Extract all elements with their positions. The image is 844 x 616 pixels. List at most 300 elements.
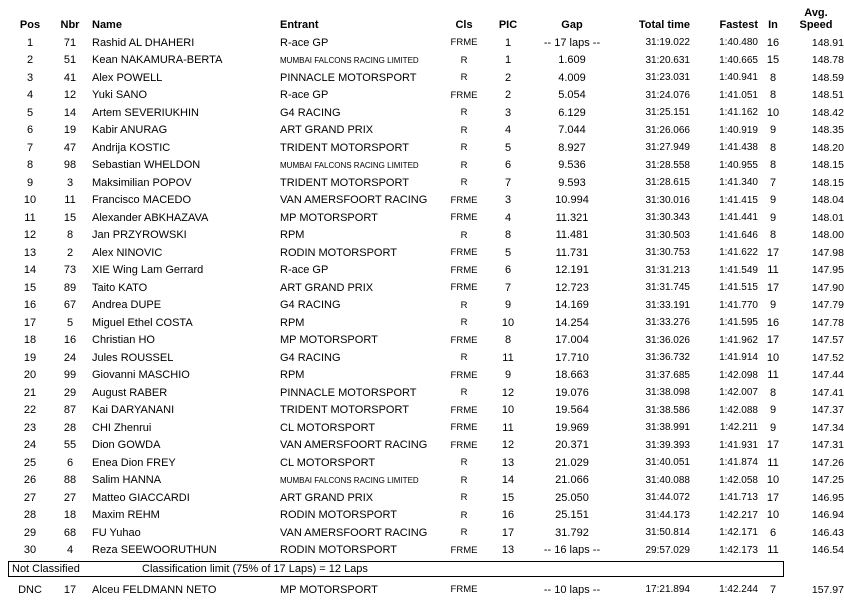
result-pos: 14	[23, 264, 37, 277]
result-in: 9	[769, 421, 777, 434]
result-name: Matteo GIACCARDI	[92, 491, 190, 504]
result-pos: 26	[23, 474, 37, 487]
result-avg-speed: 147.44	[811, 369, 844, 382]
result-name: XIE Wing Lam Gerrard	[92, 264, 204, 277]
result-entrant: R-ace GP	[280, 264, 329, 277]
result-name: CHI Zhenrui	[92, 421, 152, 434]
result-cls: R	[460, 229, 468, 241]
result-pos: 29	[23, 526, 37, 539]
result-cls: R	[460, 159, 468, 171]
result-avg-speed: 148.78	[811, 54, 844, 67]
result-in: 17	[766, 281, 780, 294]
result-pic: 3	[504, 194, 512, 207]
result-total-time: 31:24.076	[645, 89, 690, 101]
result-entrant: RPM	[280, 229, 305, 242]
result-fastest: 1:41.441	[719, 212, 758, 224]
result-avg-speed: 148.20	[811, 141, 844, 154]
header-avg-speed-line1: Avg.	[804, 7, 828, 19]
result-total-time: 29:57.029	[645, 544, 690, 556]
result-in: 16	[766, 316, 780, 329]
result-pic: 8	[504, 334, 512, 347]
result-fastest: 1:41.962	[719, 334, 758, 346]
result-gap: 4.009	[558, 71, 586, 84]
result-entrant: G4 RACING	[280, 351, 341, 364]
result-cls: R	[460, 352, 468, 364]
result-name: Christian HO	[92, 334, 155, 347]
result-fastest: 1:41.438	[719, 142, 758, 154]
result-cls: R	[460, 492, 468, 504]
result-fastest: 1:42.211	[719, 422, 758, 434]
result-entrant: VAN AMERSFOORT RACING	[280, 194, 428, 207]
result-nbr: 71	[63, 36, 77, 49]
result-nbr: 18	[63, 509, 77, 522]
result-name: Alex NINOVIC	[92, 246, 163, 259]
result-total-time: 31:30.016	[645, 194, 690, 206]
result-nbr: 98	[63, 159, 77, 172]
result-total-time: 31:31.745	[645, 282, 690, 294]
result-pos: 11	[24, 211, 36, 224]
result-pos: 8	[26, 159, 34, 172]
result-pos: 7	[26, 141, 34, 154]
header-pic: PIC	[498, 19, 518, 31]
result-cls: FRME	[450, 282, 478, 294]
result-in: 11	[767, 544, 779, 557]
table-row	[8, 174, 844, 192]
result-in: 9	[769, 124, 777, 137]
result-fastest: 1:40.941	[719, 72, 758, 84]
result-fastest: 1:41.415	[719, 194, 758, 206]
result-in: 15	[766, 54, 780, 67]
result-pic: 9	[504, 299, 512, 312]
result-name: Enea Dion FREY	[92, 456, 176, 469]
result-entrant: TRIDENT MOTORSPORT	[280, 176, 409, 189]
result-total-time: 31:38.991	[645, 422, 690, 434]
result-name: August RABER	[92, 386, 168, 399]
result-entrant: VAN AMERSFOORT RACING	[280, 439, 428, 452]
table-row	[8, 332, 844, 350]
table-row	[8, 314, 844, 332]
header-fastest: Fastest	[719, 19, 758, 31]
result-fastest: 1:40.480	[719, 37, 758, 49]
table-row	[8, 349, 844, 367]
header-total-time: Total time	[638, 19, 690, 31]
result-cls: R	[460, 72, 468, 84]
result-avg-speed: 148.35	[811, 124, 844, 137]
result-name: FU Yuhao	[92, 526, 141, 539]
result-nbr: 28	[63, 421, 77, 434]
dnc-total-time: 17:21.894	[645, 584, 690, 596]
result-gap: 10.994	[555, 194, 589, 207]
result-total-time: 31:44.173	[645, 509, 690, 521]
result-pos: 30	[23, 544, 37, 557]
result-gap: 19.076	[555, 386, 589, 399]
result-gap: 11.731	[555, 246, 589, 259]
result-fastest: 1:41.051	[719, 89, 758, 101]
result-nbr: 4	[66, 544, 74, 557]
table-row	[8, 472, 844, 490]
result-nbr: 88	[63, 474, 77, 487]
result-pic: 12	[501, 386, 515, 399]
result-total-time: 31:36.026	[645, 334, 690, 346]
result-nbr: 8	[66, 229, 74, 242]
result-fastest: 1:42.058	[719, 474, 758, 486]
table-row	[8, 139, 844, 157]
table-row	[8, 489, 844, 507]
result-pic: 2	[504, 89, 512, 102]
classification-limit-text: Classification limit (75% of 17 Laps) = 12 Laps	[142, 563, 368, 575]
result-name: Kean NAKAMURA-BERTA	[92, 54, 223, 67]
header-cls: Cls	[455, 19, 473, 31]
result-gap: 20.371	[555, 439, 589, 452]
result-avg-speed: 148.00	[811, 229, 844, 242]
dnc-row	[8, 581, 844, 599]
result-nbr: 87	[63, 404, 77, 417]
result-in: 9	[769, 194, 777, 207]
result-fastest: 1:41.162	[719, 107, 758, 119]
header-avg-speed	[788, 7, 844, 31]
result-cls: R	[460, 474, 468, 486]
result-pos: 27	[23, 491, 37, 504]
result-entrant: ART GRAND PRIX	[280, 281, 374, 294]
result-in: 17	[766, 491, 780, 504]
result-nbr: 67	[63, 299, 77, 312]
result-gap: 21.066	[555, 474, 589, 487]
result-name: Yuki SANO	[92, 89, 148, 102]
result-pic: 4	[504, 124, 512, 137]
result-avg-speed: 147.79	[811, 299, 844, 312]
result-nbr: 2	[66, 246, 74, 259]
result-avg-speed: 148.51	[811, 89, 844, 102]
not-classified-label: Not Classified	[12, 563, 80, 575]
table-row	[8, 542, 844, 560]
result-avg-speed: 146.54	[811, 544, 844, 557]
result-in: 8	[769, 71, 777, 84]
dnc-in: 7	[769, 583, 777, 596]
result-pos: 5	[26, 106, 34, 119]
result-total-time: 31:30.343	[645, 212, 690, 224]
table-row	[8, 507, 844, 525]
result-name: Salim HANNA	[92, 474, 162, 487]
table-row	[8, 192, 844, 210]
result-gap: 7.044	[558, 124, 586, 137]
table-row	[8, 437, 844, 455]
result-nbr: 3	[66, 176, 74, 189]
header-entrant: Entrant	[280, 19, 319, 31]
dnc-avg-speed: 157.97	[811, 583, 844, 596]
result-pos: 10	[23, 194, 37, 207]
result-nbr: 41	[63, 71, 77, 84]
table-row	[8, 34, 844, 52]
result-gap: 8.927	[558, 141, 586, 154]
result-pos: 18	[23, 334, 37, 347]
results-table-body	[0, 34, 844, 559]
result-name: Jules ROUSSEL	[92, 351, 174, 364]
result-gap: 12.191	[555, 264, 589, 277]
result-gap: 12.723	[555, 281, 589, 294]
result-in: 8	[769, 229, 777, 242]
result-nbr: 24	[63, 351, 77, 364]
result-pic: 5	[504, 141, 512, 154]
result-pic: 6	[504, 159, 512, 172]
result-cls: R	[460, 107, 468, 119]
table-row	[8, 157, 844, 175]
result-in: 9	[769, 404, 777, 417]
result-gap: 19.969	[555, 421, 589, 434]
table-row	[8, 279, 844, 297]
result-nbr: 51	[63, 54, 77, 67]
result-entrant: VAN AMERSFOORT RACING	[280, 526, 428, 539]
result-in: 16	[766, 36, 780, 49]
result-in: 9	[769, 299, 777, 312]
result-fastest: 1:41.595	[719, 317, 758, 329]
result-pos: 13	[23, 246, 37, 259]
result-nbr: 55	[63, 439, 77, 452]
result-gap: 17.004	[555, 334, 589, 347]
table-row	[8, 262, 844, 280]
result-avg-speed: 146.43	[811, 526, 844, 539]
result-fastest: 1:42.088	[719, 404, 758, 416]
result-total-time: 31:20.631	[645, 54, 690, 66]
result-fastest: 1:41.515	[719, 282, 758, 294]
result-nbr: 15	[63, 211, 77, 224]
result-avg-speed: 148.91	[811, 36, 844, 49]
result-gap: 9.593	[558, 176, 586, 189]
result-cls: FRME	[450, 334, 478, 346]
header-nbr: Nbr	[60, 19, 80, 31]
result-avg-speed: 148.15	[811, 159, 844, 172]
result-nbr: 5	[66, 316, 74, 329]
result-cls: R	[460, 387, 468, 399]
result-name: Jan PRZYROWSKI	[92, 229, 187, 242]
result-cls: FRME	[450, 404, 478, 416]
result-name: Miguel Ethel COSTA	[92, 316, 193, 329]
result-pos: 24	[23, 439, 37, 452]
result-name: Andrija KOSTIC	[92, 141, 171, 154]
result-pic: 9	[504, 369, 512, 382]
result-avg-speed: 147.78	[811, 316, 844, 329]
result-total-time: 31:39.393	[645, 439, 690, 451]
result-in: 10	[766, 474, 780, 487]
result-entrant: R-ace GP	[280, 36, 329, 49]
result-name: Kabir ANURAG	[92, 124, 168, 137]
table-header	[8, 0, 833, 34]
result-avg-speed: 148.15	[811, 176, 844, 189]
result-entrant: G4 RACING	[280, 106, 341, 119]
result-entrant: RPM	[280, 316, 305, 329]
result-fastest: 1:41.874	[719, 457, 758, 469]
result-pic: 15	[501, 491, 515, 504]
result-pos: 21	[23, 386, 37, 399]
result-in: 11	[767, 264, 779, 277]
result-entrant: TRIDENT MOTORSPORT	[280, 404, 409, 417]
dnc-entrant: MP MOTORSPORT	[280, 583, 378, 596]
result-pic: 4	[504, 211, 512, 224]
result-gap: 6.129	[558, 106, 586, 119]
result-avg-speed: 148.01	[811, 211, 844, 224]
result-pos: 6	[26, 124, 34, 137]
result-nbr: 99	[63, 369, 77, 382]
result-name: Reza SEEWOORUTHUN	[92, 544, 217, 557]
result-fastest: 1:41.770	[719, 299, 758, 311]
result-pos: 2	[26, 54, 34, 67]
result-in: 8	[769, 141, 777, 154]
result-total-time: 31:50.814	[645, 527, 690, 539]
result-gap: 11.321	[555, 211, 589, 224]
result-nbr: 14	[63, 106, 77, 119]
result-in: 11	[767, 456, 779, 469]
result-total-time: 31:40.088	[645, 474, 690, 486]
result-in: 11	[767, 369, 779, 382]
result-fastest: 1:42.007	[719, 387, 758, 399]
table-row	[8, 87, 844, 105]
result-cls: R	[460, 124, 468, 136]
result-fastest: 1:42.171	[719, 527, 758, 539]
result-gap: 25.050	[555, 491, 589, 504]
result-total-time: 31:44.072	[645, 492, 690, 504]
result-gap: 18.663	[555, 369, 589, 382]
table-row	[8, 402, 844, 420]
result-in: 8	[769, 386, 777, 399]
result-pic: 11	[502, 421, 514, 434]
result-total-time: 31:19.022	[645, 37, 690, 49]
result-nbr: 27	[63, 491, 77, 504]
result-fastest: 1:41.340	[719, 177, 758, 189]
result-fastest: 1:42.098	[719, 369, 758, 381]
result-avg-speed: 146.94	[811, 509, 844, 522]
result-cls: R	[460, 54, 468, 66]
result-pic: 2	[504, 71, 512, 84]
result-total-time: 31:36.732	[645, 352, 690, 364]
result-name: Alex POWELL	[92, 71, 163, 84]
header-gap: Gap	[561, 19, 583, 31]
result-total-time: 31:26.066	[645, 124, 690, 136]
result-total-time: 31:30.503	[645, 229, 690, 241]
table-row	[8, 227, 844, 245]
result-cls: FRME	[450, 369, 478, 381]
result-avg-speed: 148.04	[811, 194, 844, 207]
result-avg-speed: 148.42	[811, 106, 844, 119]
result-fastest: 1:41.713	[719, 492, 758, 504]
result-nbr: 29	[63, 386, 77, 399]
result-name: Dion GOWDA	[92, 439, 161, 452]
result-pos: 20	[23, 369, 37, 382]
result-gap: 9.536	[558, 159, 586, 172]
result-total-time: 31:28.615	[645, 177, 690, 189]
result-in: 10	[766, 106, 780, 119]
result-in: 10	[766, 351, 780, 364]
result-total-time: 31:40.051	[645, 457, 690, 469]
result-entrant: CL MOTORSPORT	[280, 421, 376, 434]
result-name: Maxim REHM	[92, 509, 160, 522]
result-name: Sebastian WHELDON	[92, 159, 201, 172]
result-fastest: 1:41.646	[719, 229, 758, 241]
result-gap: 19.564	[555, 404, 589, 417]
result-pos: 12	[23, 229, 37, 242]
dnc-cls: FRME	[450, 584, 478, 596]
result-pos: 23	[23, 421, 37, 434]
result-total-time: 31:30.753	[645, 247, 690, 259]
result-total-time: 31:28.558	[645, 159, 690, 171]
table-row	[8, 52, 844, 70]
dnc-gap: -- 10 laps --	[543, 583, 601, 596]
result-cls: R	[460, 142, 468, 154]
result-pic: 5	[504, 246, 512, 259]
table-row	[8, 524, 844, 542]
result-avg-speed: 146.95	[811, 491, 844, 504]
result-in: 17	[766, 439, 780, 452]
result-in: 8	[769, 89, 777, 102]
result-entrant: MUMBAI FALCONS RACING LIMITED	[280, 55, 419, 65]
result-pos: 28	[23, 509, 37, 522]
result-avg-speed: 147.57	[811, 334, 844, 347]
result-fastest: 1:42.173	[719, 544, 758, 556]
result-nbr: 16	[63, 334, 77, 347]
result-gap: 17.710	[555, 351, 589, 364]
result-total-time: 31:31.213	[645, 264, 690, 276]
result-avg-speed: 147.26	[811, 456, 844, 469]
result-avg-speed: 147.41	[811, 386, 844, 399]
result-cls: FRME	[450, 89, 478, 101]
result-nbr: 89	[63, 281, 77, 294]
result-total-time: 31:23.031	[645, 72, 690, 84]
header-name: Name	[92, 19, 122, 31]
result-pos: 17	[23, 316, 37, 329]
result-avg-speed: 147.95	[811, 264, 844, 277]
result-pic: 10	[501, 316, 515, 329]
result-fastest: 1:42.217	[719, 509, 758, 521]
result-cls: FRME	[450, 422, 478, 434]
not-classified-bar	[8, 561, 784, 577]
result-in: 9	[769, 211, 777, 224]
result-cls: FRME	[450, 264, 478, 276]
result-pic: 13	[501, 544, 515, 557]
result-avg-speed: 147.52	[811, 351, 844, 364]
table-row	[8, 419, 844, 437]
dnc-name: Alceu FELDMANN NETO	[92, 583, 217, 596]
result-entrant: R-ace GP	[280, 89, 329, 102]
result-pos: 9	[26, 176, 34, 189]
result-pic: 1	[504, 36, 512, 49]
result-in: 8	[769, 159, 777, 172]
result-gap: 21.029	[555, 456, 589, 469]
result-avg-speed: 147.37	[811, 404, 844, 417]
result-total-time: 31:38.098	[645, 387, 690, 399]
result-pic: 1	[504, 54, 512, 67]
result-gap: 1.609	[558, 54, 586, 67]
result-nbr: 19	[63, 124, 77, 137]
result-cls: FRME	[450, 212, 478, 224]
result-name: Giovanni MASCHIO	[92, 369, 190, 382]
result-nbr: 6	[66, 456, 74, 469]
result-name: Francisco MACEDO	[92, 194, 192, 207]
dnc-pos: DNC	[18, 583, 42, 596]
dnc-fastest: 1:42.244	[719, 584, 758, 596]
result-nbr: 47	[63, 141, 77, 154]
result-pos: 4	[26, 89, 34, 102]
result-entrant: PINNACLE MOTORSPORT	[280, 71, 417, 84]
result-entrant: MP MOTORSPORT	[280, 211, 378, 224]
result-fastest: 1:40.919	[719, 124, 758, 136]
result-cls: R	[460, 457, 468, 469]
result-avg-speed: 148.59	[811, 71, 844, 84]
result-entrant: RPM	[280, 369, 305, 382]
result-in: 7	[769, 176, 777, 189]
result-pic: 14	[501, 474, 515, 487]
result-cls: FRME	[450, 544, 478, 556]
result-pic: 13	[501, 456, 515, 469]
result-pic: 7	[504, 176, 512, 189]
header-in: In	[768, 19, 778, 31]
